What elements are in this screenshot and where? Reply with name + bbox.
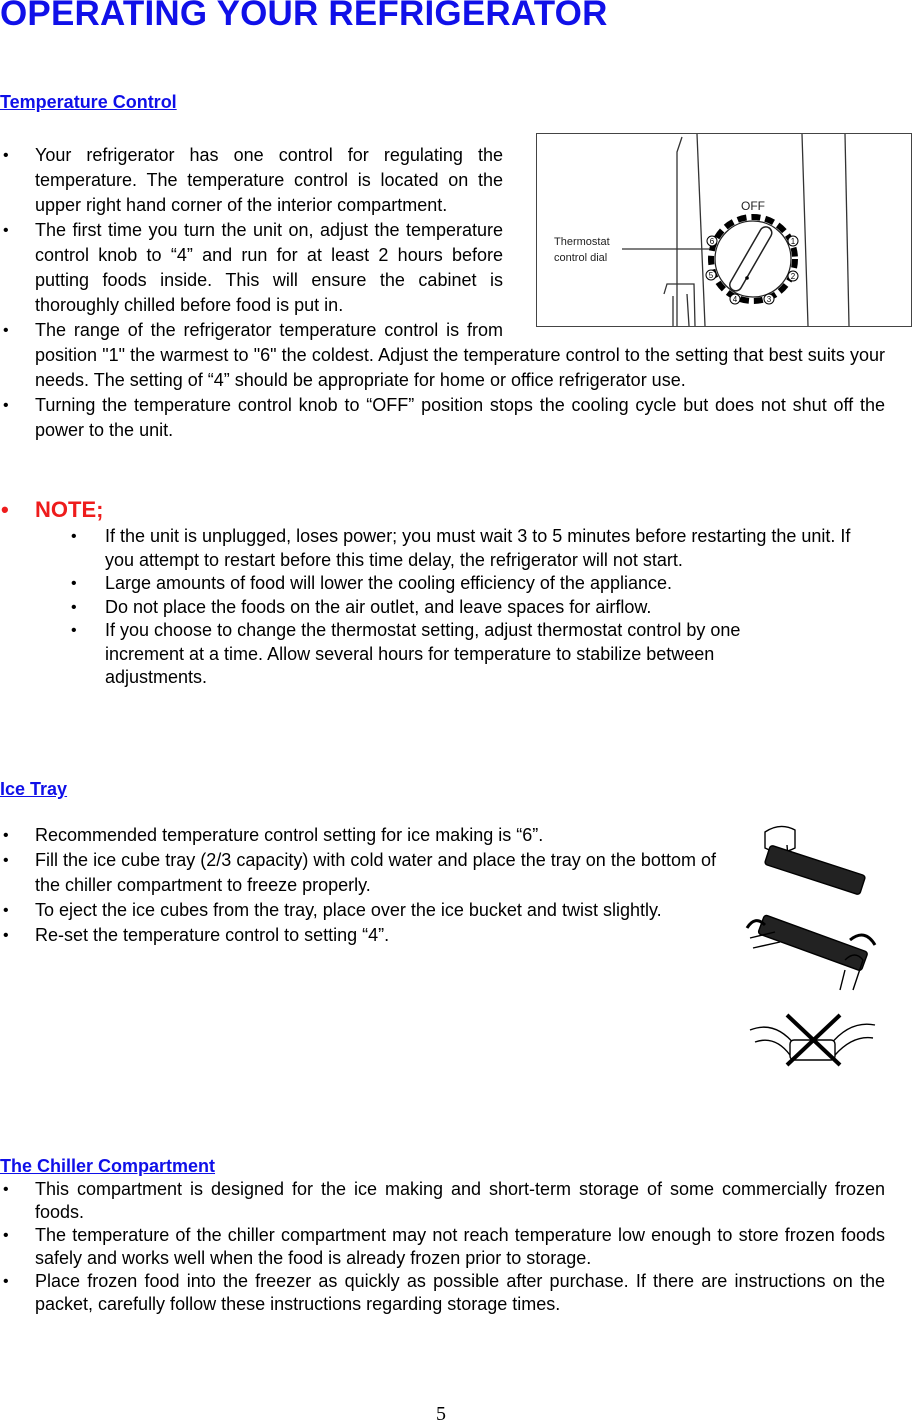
thermostat-dial-illustration bbox=[537, 134, 911, 326]
list-item: • If you choose to change the thermostat setting, adjust thermostat control by one increment at a time. Allow several hours for temperature to stabilize between adjustments. bbox=[0, 619, 865, 690]
dial-number-2: 2 bbox=[790, 272, 796, 281]
ice-tray-list bbox=[0, 823, 716, 948]
page-title: OPERATING YOUR REFRIGERATOR bbox=[0, 0, 608, 33]
list-item: • Do not place the foods on the air outlet, and leave spaces for airflow. bbox=[0, 596, 865, 620]
list-item: • The first time you turn the unit on, adjust the temperature control knob to “4” and run for at least 2 hours before putting foods inside. This will ensure the cabinet is thoroughly chilled before food is put in. bbox=[0, 218, 885, 318]
list-item: • This compartment is designed for the ice making and short-term storage of some commercially frozen foods. bbox=[0, 1178, 885, 1224]
dial-number-4: 4 bbox=[732, 295, 738, 304]
dial-number-5: 5 bbox=[708, 271, 714, 280]
section-heading-chiller-compartment: The Chiller Compartment bbox=[0, 1156, 216, 1176]
list-item: • Recommended temperature control setting for ice making is “6”. bbox=[0, 823, 716, 848]
dial-number-3: 3 bbox=[766, 295, 772, 304]
note-list bbox=[0, 525, 865, 690]
section-heading-temperature-control: Temperature Control bbox=[0, 92, 177, 112]
section-heading-ice-tray: Ice Tray bbox=[0, 779, 68, 799]
chiller-list bbox=[0, 1178, 885, 1316]
list-item: • If the unit is unplugged, loses power; you must wait 3 to 5 minutes before restarting the unit. If you attempt to restart before this time delay, the refrigerator will not start. bbox=[0, 525, 865, 572]
list-item: • Fill the ice cube tray (2/3 capacity) with cold water and place the tray on the bottom of the chiller compartment to freeze properly. bbox=[0, 848, 716, 898]
dial-number-1: 1 bbox=[790, 237, 796, 246]
page-number: 5 bbox=[436, 1403, 446, 1425]
list-item: • Turning the temperature control knob to “OFF” position stops the cooling cycle but does not shut off the power to the unit. bbox=[0, 393, 885, 443]
figure-label-line1: Thermostat bbox=[554, 236, 610, 248]
list-item: • Your refrigerator has one control for regulating the temperature. The temperature control is located on the upper right hand corner of the interior compartment. bbox=[0, 143, 885, 218]
off-label: OFF bbox=[741, 199, 765, 213]
list-item: • Place frozen food into the freezer as quickly as possible after purchase. If there are instructions on the packet, carefully follow these instructions regarding storage times. bbox=[0, 1270, 885, 1316]
list-item: • The temperature of the chiller compartment may not reach temperature low enough to store frozen foods safely and works well when the food is already frozen prior to storage. bbox=[0, 1224, 885, 1270]
list-item: • The range of the refrigerator temperature control is from position "1" the warmest to "6" the coldest. Adjust the temperature control to the setting that best suits your needs. The setting of “4” should be appropriate for home or office refrigerator use. bbox=[0, 318, 885, 393]
ice-tray-illustrations bbox=[735, 820, 885, 1075]
list-item: • Re-set the temperature control to setting “4”. bbox=[0, 923, 716, 948]
dial-number-6: 6 bbox=[709, 237, 715, 246]
figure-label-line2: control dial bbox=[554, 252, 608, 264]
list-item: • To eject the ice cubes from the tray, place over the ice bucket and twist slightly. bbox=[0, 898, 716, 923]
thermostat-figure bbox=[536, 133, 912, 327]
list-item: • Large amounts of food will lower the cooling efficiency of the appliance. bbox=[0, 572, 865, 596]
